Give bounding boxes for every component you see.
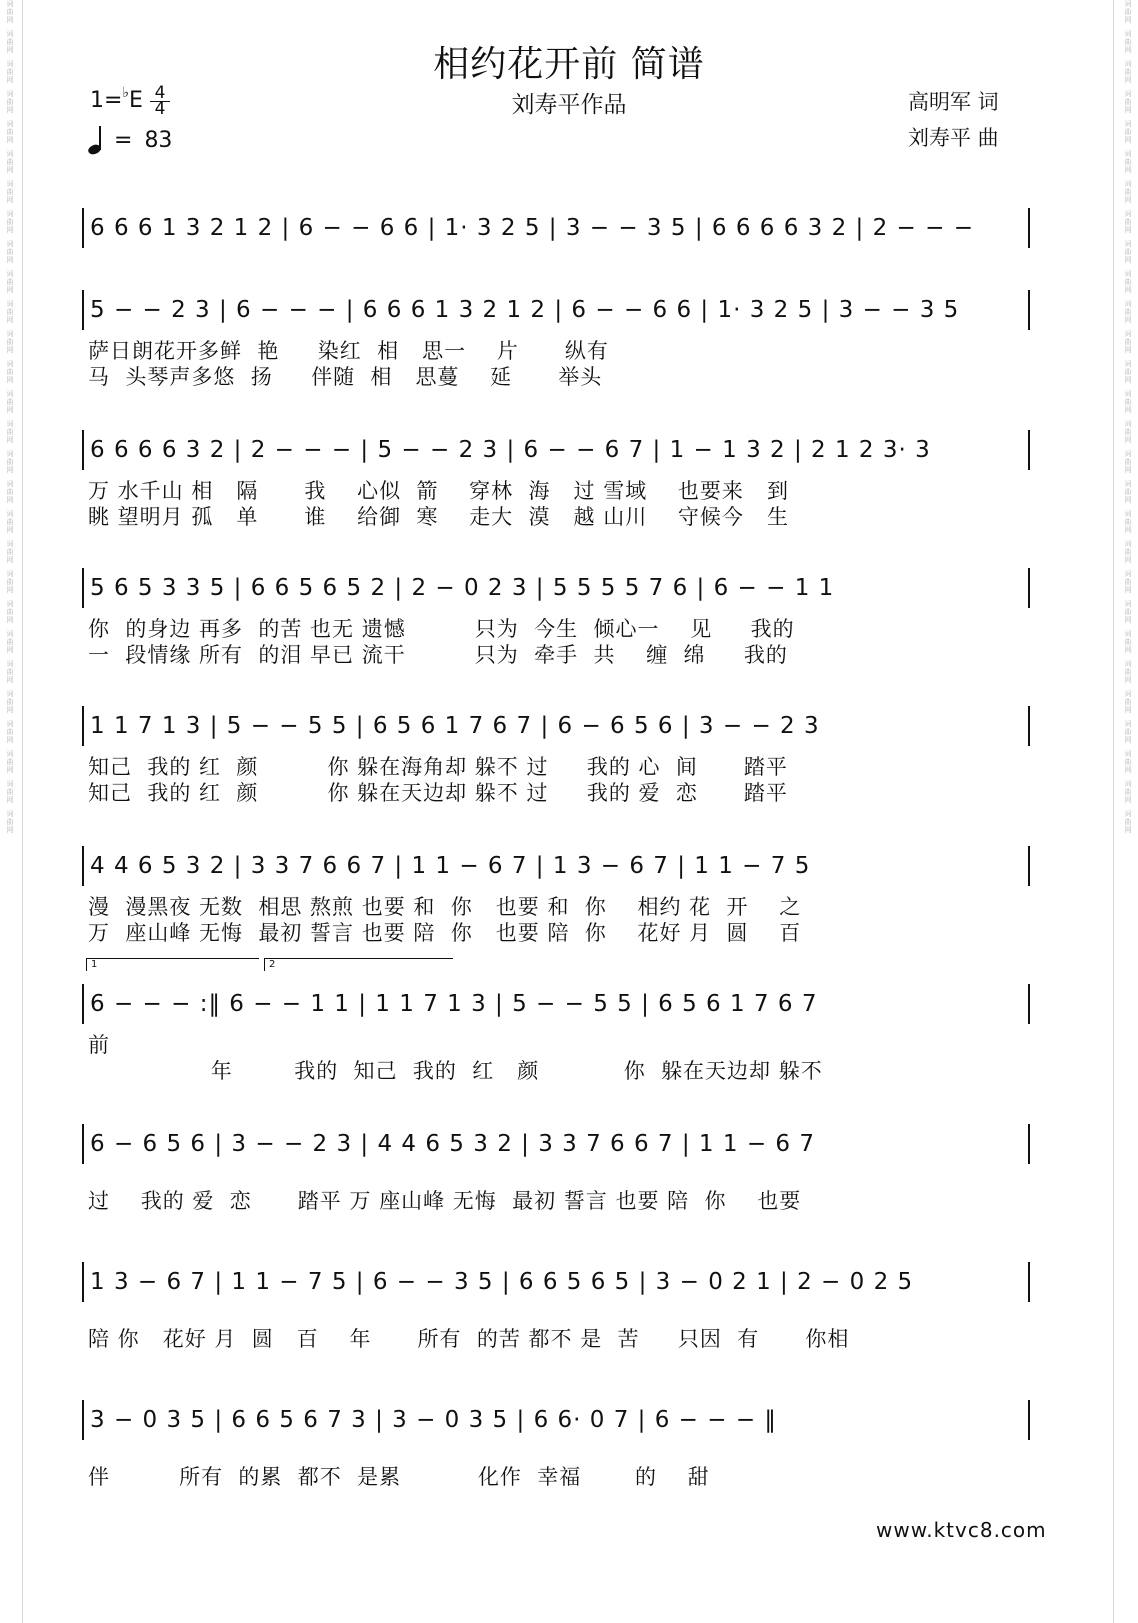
- side-watermark: 词 曲 网: [6, 690, 14, 714]
- side-watermark: 词 曲 网: [6, 330, 14, 354]
- lyric-line: 马 头琴声多悠 扬 伴随 相 思蔓 延 举头: [88, 365, 603, 389]
- side-watermark: 词 曲 网: [1124, 780, 1132, 804]
- side-watermark: 词 曲 网: [6, 810, 14, 834]
- tempo-value: 83: [144, 127, 173, 153]
- side-watermark: 词 曲 网: [6, 390, 14, 414]
- lyric-line: 年 我的 知己 我的 红 颜 你 躲在天边却 躲不: [88, 1059, 823, 1083]
- composer-credit: 刘寿平 曲: [908, 126, 999, 150]
- side-watermark: 词 曲 网: [6, 300, 14, 324]
- side-watermark: 词 曲 网: [1124, 300, 1132, 324]
- lyric-line: 万 座山峰 无悔 最初 誓言 也要 陪 你 也要 陪 你 花好 月 圆 百: [88, 921, 802, 945]
- side-watermark: 词 曲 网: [6, 630, 14, 654]
- page-title: 相约花开前 简谱: [433, 44, 705, 85]
- side-watermark: 词 曲 网: [6, 720, 14, 744]
- lyric-line: 伴 所有 的累 都不 是累 化作 幸福 的 甜: [88, 1465, 710, 1489]
- side-watermark: 词 曲 网: [1124, 270, 1132, 294]
- lyric-line: 眺 望明月 孤 单 谁 给御 寒 走大 漠 越 山川 守候今 生: [88, 505, 789, 529]
- side-watermark: 词 曲 网: [1124, 660, 1132, 684]
- score-system: [82, 846, 1030, 946]
- second-ending-bracket: 2: [264, 958, 453, 971]
- score-system: [82, 290, 1030, 390]
- lyric-line: 漫 漫黑夜 无数 相思 熬煎 也要 和 你 也要 和 你 相约 花 开 之: [88, 895, 802, 919]
- side-watermark: 词 曲 网: [1124, 690, 1132, 714]
- time-sig-bottom: 4: [150, 101, 170, 117]
- side-watermark: 词 曲 网: [1124, 390, 1132, 414]
- notation-line: 6 6 6 6 3 2 | 2 − − − | 5 − − 2 3 | 6 − − 6 7 | 1 − 1 3 2 | 2 1 2 3· 3: [82, 430, 1030, 470]
- side-watermark: 词 曲 网: [6, 420, 14, 444]
- score-system: [82, 568, 1030, 668]
- side-watermark: 词 曲 网: [1124, 180, 1132, 204]
- side-watermark: 词 曲 网: [1124, 210, 1132, 234]
- side-watermark: 词 曲 网: [1124, 30, 1132, 54]
- score-system: [82, 984, 1030, 1084]
- lyric-line: 萨日朗花开多鲜 艳 染红 相 思一 片 纵有: [88, 339, 609, 363]
- side-watermark: 词 曲 网: [6, 540, 14, 564]
- side-watermark: 词 曲 网: [1124, 480, 1132, 504]
- notation-line: 6 6 6 1 3 2 1 2 | 6 − − 6 6 | 1· 3 2 5 | 3 − − 3 5 | 6 6 6 6 3 2 | 2 − − −: [82, 208, 1030, 248]
- lyric-line: 前: [88, 1033, 110, 1057]
- side-watermark: 词 曲 网: [1124, 90, 1132, 114]
- side-watermark: 词 曲 网: [6, 240, 14, 264]
- side-watermark: 词 曲 网: [6, 270, 14, 294]
- side-watermark: 词 曲 网: [1124, 810, 1132, 834]
- side-watermark: 词 曲 网: [1124, 720, 1132, 744]
- lyric-line: 知己 我的 红 颜 你 躲在天边却 躲不 过 我的 爱 恋 踏平: [88, 781, 788, 805]
- side-watermark: 词 曲 网: [1124, 150, 1132, 174]
- side-watermark: 词 曲 网: [6, 600, 14, 624]
- side-watermark: 词 曲 网: [1124, 450, 1132, 474]
- first-ending-bracket: 1: [86, 958, 259, 971]
- lyric-line: 你 的身边 再多 的苦 也无 遗憾 只为 今生 倾心一 见 我的: [88, 617, 795, 641]
- time-signature: [150, 83, 170, 119]
- side-watermark: 词 曲 网: [1124, 420, 1132, 444]
- score-system: [82, 208, 1030, 248]
- score-system: [82, 706, 1030, 806]
- notation-line: 5 6 5 3 3 5 | 6 6 5 6 5 2 | 2 − 0 2 3 | 5 5 5 5 7 6 | 6 − − 1 1: [82, 568, 1030, 608]
- side-watermark: 词 曲 网: [1124, 570, 1132, 594]
- notation-line: 5 − − 2 3 | 6 − − − | 6 6 6 1 3 2 1 2 | 6 − − 6 6 | 1· 3 2 5 | 3 − − 3 5: [82, 290, 1030, 330]
- side-watermark: 词 曲 网: [1124, 330, 1132, 354]
- side-watermark: 词 曲 网: [6, 780, 14, 804]
- side-watermark: 词 曲 网: [6, 360, 14, 384]
- key-signature: [90, 85, 143, 113]
- website-watermark: www.ktvc8.com: [876, 1518, 1047, 1542]
- notation-line: 6 − 6 5 6 | 3 − − 2 3 | 4 4 6 5 3 2 | 3 3 7 6 6 7 | 1 1 − 6 7: [82, 1124, 1030, 1164]
- score-system: [82, 430, 1030, 530]
- side-watermark: 词 曲 网: [1124, 60, 1132, 84]
- notation-line: 3 − 0 3 5 | 6 6 5 6 7 3 | 3 − 0 3 5 | 6 6· 0 7 | 6 − − − ‖: [82, 1400, 1030, 1440]
- side-watermark: 词 曲 网: [6, 30, 14, 54]
- side-watermark: 词 曲 网: [6, 660, 14, 684]
- side-watermark: 词 曲 网: [1124, 600, 1132, 624]
- lyric-line: 过 我的 爱 恋 踏平 万 座山峰 无悔 最初 誓言 也要 陪 你 也要: [88, 1189, 802, 1213]
- notation-line: 1 1 7 1 3 | 5 − − 5 5 | 6 5 6 1 7 6 7 | 6 − 6 5 6 | 3 − − 2 3: [82, 706, 1030, 746]
- notation-line: 6 − − − :‖ 6 − − 1 1 | 1 1 7 1 3 | 5 − − 5 5 | 6 5 6 1 7 6 7: [82, 984, 1030, 1024]
- side-watermark: 词 曲 网: [6, 570, 14, 594]
- side-watermark: 词 曲 网: [1124, 120, 1132, 144]
- tempo-eq: =: [114, 127, 133, 153]
- side-watermark: 词 曲 网: [1124, 540, 1132, 564]
- notation-line: 4 4 6 5 3 2 | 3 3 7 6 6 7 | 1 1 − 6 7 | 1 3 − 6 7 | 1 1 − 7 5: [82, 846, 1030, 886]
- right-border-line: [1113, 0, 1114, 1623]
- side-watermark: 词 曲 网: [1124, 750, 1132, 774]
- side-watermark: 词 曲 网: [6, 90, 14, 114]
- flat-sign: ♭: [122, 85, 130, 101]
- side-watermark: 词 曲 网: [6, 480, 14, 504]
- side-watermark: 词 曲 网: [6, 450, 14, 474]
- side-watermark: 词 曲 网: [1124, 630, 1132, 654]
- key-note: E: [129, 88, 143, 113]
- quarter-note-icon: [88, 126, 102, 154]
- side-watermark: 词 曲 网: [1124, 510, 1132, 534]
- side-watermark: 词 曲 网: [6, 60, 14, 84]
- side-watermark: 词 曲 网: [6, 510, 14, 534]
- left-watermark-strip: [2, 0, 18, 1623]
- time-sig-top: 4: [154, 83, 166, 103]
- tempo-mark: [88, 126, 172, 154]
- side-watermark: 词 曲 网: [6, 120, 14, 144]
- side-watermark: 词 曲 网: [6, 180, 14, 204]
- score-system: [82, 1400, 1030, 1490]
- side-watermark: 词 曲 网: [1124, 240, 1132, 264]
- score-system: [82, 1124, 1030, 1214]
- side-watermark: 词 曲 网: [6, 150, 14, 174]
- side-watermark: 词 曲 网: [6, 0, 14, 24]
- lyric-line: 一 段情缘 所有 的泪 早已 流干 只为 牵手 共 缠 绵 我的: [88, 643, 788, 667]
- score-system: [82, 1262, 1030, 1352]
- side-watermark: 词 曲 网: [6, 210, 14, 234]
- right-watermark-strip: [1120, 0, 1136, 1623]
- lyric-line: 万 水千山 相 隔 我 心似 箭 穿林 海 过 雪域 也要来 到: [88, 479, 789, 503]
- notation-line: 1 3 − 6 7 | 1 1 − 7 5 | 6 − − 3 5 | 6 6 5 6 5 | 3 − 0 2 1 | 2 − 0 2 5: [82, 1262, 1030, 1302]
- key-prefix: 1=: [90, 88, 123, 113]
- side-watermark: 词 曲 网: [1124, 360, 1132, 384]
- lyric-line: 陪 你 花好 月 圆 百 年 所有 的苦 都不 是 苦 只因 有 你相: [88, 1327, 850, 1351]
- lyric-line: 知己 我的 红 颜 你 躲在海角却 躲不 过 我的 心 间 踏平: [88, 755, 788, 779]
- lyricist-credit: 高明军 词: [908, 90, 999, 114]
- side-watermark: 词 曲 网: [1124, 0, 1132, 24]
- subtitle: 刘寿平作品: [511, 92, 627, 118]
- left-border-line: [22, 0, 23, 1623]
- side-watermark: 词 曲 网: [6, 750, 14, 774]
